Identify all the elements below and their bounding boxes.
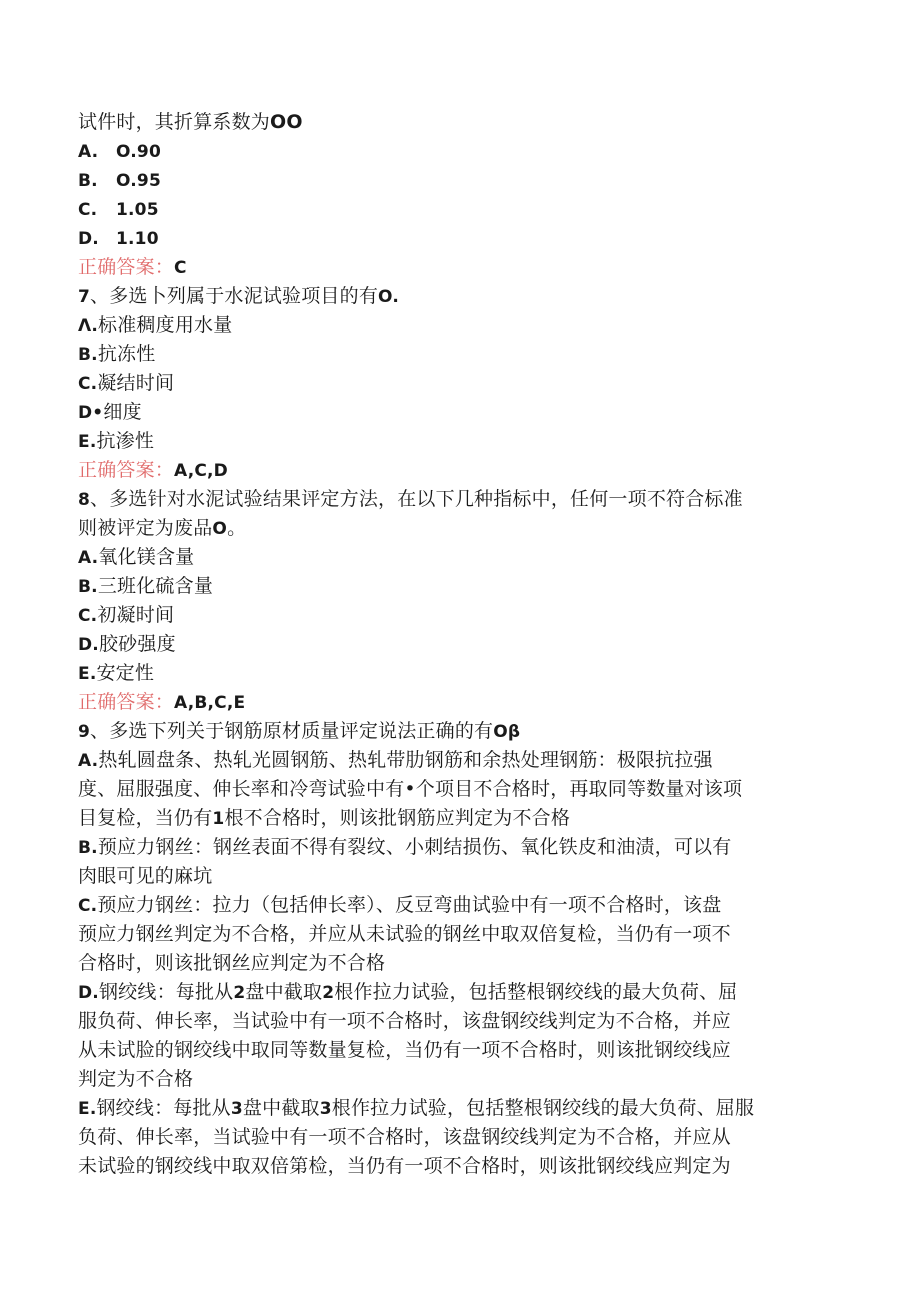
q8-option-e xyxy=(78,659,838,688)
option-text: 抗渗性 xyxy=(96,430,155,452)
option-key: E. xyxy=(78,664,97,684)
q9-option-d-line-1 xyxy=(78,978,838,1007)
q8-option-d xyxy=(78,630,838,659)
question-stem: 、多选卜列属于水泥试验项目的有 xyxy=(90,285,379,307)
q7-option-e xyxy=(78,427,838,456)
option-key: A. xyxy=(78,548,99,568)
option-text: 负荷、伸长率，当试验中有一项不合格时，该盘钢绞线判定为不合格，并应从 xyxy=(78,1126,731,1148)
document-page xyxy=(78,108,838,1181)
option-text: 未试验的钢绞线中取双倍第检，当仍有一项不合格时，则该批钢绞线应判定为 xyxy=(78,1155,731,1177)
question-stem: 、多选针对水泥试验结果评定方法，在以下几种指标中，任何一项不符合标准 xyxy=(90,488,743,510)
option-text: 预应力钢丝：拉力（包括伸长率）、反豆弯曲试验中有一项不合格时，该盘 xyxy=(97,894,722,916)
option-key: A. xyxy=(78,751,99,771)
option-key: D. xyxy=(78,229,99,249)
q8-answer xyxy=(78,688,838,717)
option-text: 预应力钢丝：钢丝表面不得有裂纹、小刺结损伤、氧化铁皮和油渍，可以有 xyxy=(97,836,732,858)
option-key: C. xyxy=(78,200,98,220)
q9-option-a-line-1 xyxy=(78,746,838,775)
option-text: 度、屈服强度、伸长率和冷弯试验中有•个项目不合格时，再取同等数量对该项 xyxy=(78,778,743,800)
option-text: 根作拉力试验，包括整根钢绞线的最大负荷、屈服 xyxy=(331,1097,755,1119)
option-text: 根作拉力试验，包括整根钢绞线的最大负荷、屈 xyxy=(334,981,738,1003)
q7-answer xyxy=(78,456,838,485)
q9-option-a-line-3 xyxy=(78,804,838,833)
q8-option-a xyxy=(78,543,838,572)
q8-stem-line-2 xyxy=(78,514,838,543)
option-text: 根不合格时，则该批钢筋应判定为不合格 xyxy=(224,807,571,829)
answer-value: A,B,C,E xyxy=(174,693,246,713)
option-key: Λ. xyxy=(78,316,99,336)
question-stem-end: 。 xyxy=(227,517,247,539)
option-text: 目复检，当仍有 xyxy=(78,807,213,829)
option-text: 预应力钢丝判定为不合格，并应从未试验的钢丝中取双倍复检，当仍有一项不 xyxy=(78,923,731,945)
option-text: O.90 xyxy=(116,142,161,162)
question-number: 8 xyxy=(78,490,91,510)
question-stem: 、多选下列关于钢筋原材质量评定说法正确的有 xyxy=(90,720,494,742)
question-blank: Oβ xyxy=(493,722,521,742)
option-number: 3 xyxy=(319,1099,332,1119)
option-key: D• xyxy=(78,403,104,423)
option-key: D. xyxy=(78,635,99,655)
q6-answer xyxy=(78,253,838,282)
q6-option-d xyxy=(78,224,838,253)
option-text: 盘中截取 xyxy=(245,981,323,1003)
q8-option-b xyxy=(78,572,838,601)
q6-stem xyxy=(78,108,838,137)
q9-option-b-line-1 xyxy=(78,833,838,862)
option-text: 抗冻性 xyxy=(97,343,156,365)
q7-option-a xyxy=(78,311,838,340)
option-text: 判定为不合格 xyxy=(78,1068,194,1090)
q6-stem-text: 试件时，其折算系数为 xyxy=(78,111,271,133)
answer-label: 正确答案： xyxy=(78,691,175,713)
q6-option-a xyxy=(78,137,838,166)
q9-option-c-line-3 xyxy=(78,949,838,978)
q7-stem xyxy=(78,282,838,311)
option-number: 3 xyxy=(230,1099,243,1119)
option-text: 钢绞线：每批从 xyxy=(98,981,234,1003)
option-text: 安定性 xyxy=(96,662,155,684)
q9-option-e-line-3 xyxy=(78,1152,838,1181)
option-text: 热轧圆盘条、热轧光圆钢筋、热轧带肋钢筋和余热处理钢筋：极限抗拉强 xyxy=(98,749,713,771)
option-key: D. xyxy=(78,983,99,1003)
question-number: 9 xyxy=(78,722,91,742)
q9-option-c-line-1 xyxy=(78,891,838,920)
option-text: 标准稠度用水量 xyxy=(98,314,233,336)
q6-option-b xyxy=(78,166,838,195)
q9-option-d-line-2 xyxy=(78,1007,838,1036)
option-text: 从未试脸的钢绞线中取同等数量复检，当仍有一项不合格时，则该批钢绞线应 xyxy=(78,1039,731,1061)
option-text: 1.05 xyxy=(116,200,159,220)
option-text: 盘中截取 xyxy=(242,1097,320,1119)
option-text: 胶砂强度 xyxy=(98,633,176,655)
option-text: 细度 xyxy=(103,401,142,423)
option-key: C. xyxy=(78,374,98,394)
option-text: 肉眼可见的麻坑 xyxy=(78,865,213,887)
answer-value: A,C,D xyxy=(174,461,228,481)
q6-stem-blank: OO xyxy=(270,111,303,133)
q9-option-d-line-3 xyxy=(78,1036,838,1065)
option-key: C. xyxy=(78,896,98,916)
option-key: B. xyxy=(78,171,98,191)
option-text: 合格时，则该批钢丝应判定为不合格 xyxy=(78,952,386,974)
option-number: 1 xyxy=(212,809,225,829)
answer-label: 正确答案： xyxy=(78,256,175,278)
q9-stem xyxy=(78,717,838,746)
question-blank: O. xyxy=(378,287,399,307)
option-key: E. xyxy=(78,432,97,452)
option-text: O.95 xyxy=(116,171,161,191)
option-text: 服负荷、伸长率，当试验中有一项不合格时，该盘钢绞线判定为不合格，并应 xyxy=(78,1010,731,1032)
option-text: 氧化镁含量 xyxy=(98,546,195,568)
answer-label: 正确答案： xyxy=(78,459,175,481)
q9-option-c-line-2 xyxy=(78,920,838,949)
answer-value: C xyxy=(174,258,187,278)
q6-option-c xyxy=(78,195,838,224)
q9-option-e-line-1 xyxy=(78,1094,838,1123)
option-text: 钢绞线：每批从 xyxy=(96,1097,231,1119)
question-blank: O xyxy=(212,519,228,539)
q9-option-d-line-4 xyxy=(78,1065,838,1094)
q9-option-e-line-2 xyxy=(78,1123,838,1152)
option-key: C. xyxy=(78,606,98,626)
q9-option-b-line-2 xyxy=(78,862,838,891)
option-text: 1.10 xyxy=(116,229,159,249)
option-number: 2 xyxy=(233,983,246,1003)
q9-option-a-line-2 xyxy=(78,775,838,804)
q7-option-d xyxy=(78,398,838,427)
q8-option-c xyxy=(78,601,838,630)
q7-option-c xyxy=(78,369,838,398)
option-text: 凝结时间 xyxy=(97,372,175,394)
option-number: 2 xyxy=(322,983,335,1003)
q8-stem-line-1 xyxy=(78,485,838,514)
option-key: B. xyxy=(78,345,98,365)
option-key: A. xyxy=(78,142,99,162)
option-key: B. xyxy=(78,838,98,858)
q7-option-b xyxy=(78,340,838,369)
option-key: E. xyxy=(78,1099,97,1119)
option-text: 三班化硫含量 xyxy=(97,575,214,597)
option-text: 初凝时间 xyxy=(97,604,175,626)
question-number: 7 xyxy=(78,287,91,307)
option-key: B. xyxy=(78,577,98,597)
question-stem-cont: 则被评定为废品 xyxy=(78,517,213,539)
